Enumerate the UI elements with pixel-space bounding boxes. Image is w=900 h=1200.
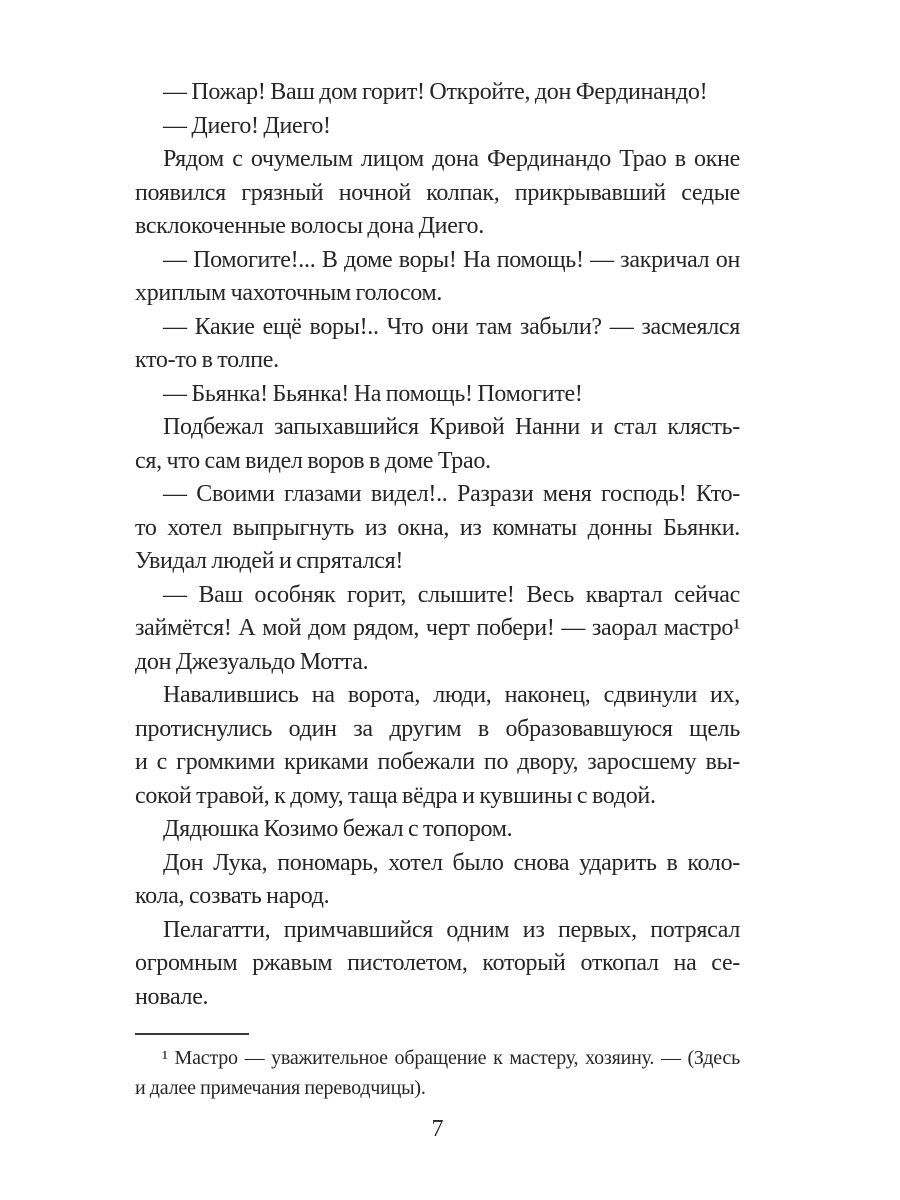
text-line: огромным ржавым пистолетом, который откопал на се-	[135, 950, 740, 976]
footnote-divider	[135, 1033, 249, 1035]
text-line: Дон Лука, пономарь, хотел было снова ударить в коло-	[163, 849, 740, 876]
text-line: Навалившись на ворота, люди, наконец, сдвинули их,	[163, 682, 740, 708]
text-line: Пелагатти, примчавшийся одним из первых, потрясал	[163, 916, 740, 943]
text-line: Подбежал запыхавшийся Кривой Нанни и стал клясть-	[163, 414, 740, 440]
text-line: — Помогите!... В доме воры! На помощь! — закричал он	[163, 246, 740, 273]
text-line: то хотел выпрыгнуть из окна, из комнаты донны Бьянки.	[135, 514, 740, 541]
text-line: кола, созвать народ.	[135, 883, 330, 909]
text-line: займётся! А мой дом рядом, черт побери! — заорал мастро¹	[135, 615, 740, 641]
text-line: — Диего! Диего!	[163, 112, 331, 139]
text-line: протиснулись один за другим в образовавшуюся щель	[135, 715, 740, 742]
text-line: — Бьянка! Бьянка! На помощь! Помогите!	[163, 380, 583, 407]
text-line: всклокоченные волосы дона Диего.	[135, 213, 484, 239]
text-line: Дядюшка Козимо бежал с топором.	[163, 816, 513, 842]
text-line: Увидал людей и спрятался!	[135, 548, 404, 574]
text-line: хриплым чахоточным голосом.	[135, 280, 443, 306]
text-line: — Ваш особняк горит, слышите! Весь квартал сейчас	[163, 581, 740, 608]
text-line: кто-то в толпе.	[135, 347, 279, 373]
text-line: ся, что сам видел воров в доме Трао.	[135, 447, 491, 474]
text-line: — Своими глазами видел!.. Разрази меня господь! Кто-	[163, 481, 740, 507]
text-line: и с громкими криками побежали по двору, заросшему вы-	[135, 749, 740, 775]
text-line: дон Джезуальдо Мотта.	[135, 648, 369, 675]
footnote-line: и далее примечания переводчицы).	[135, 1077, 426, 1099]
text-line: появился грязный ночной колпак, прикрывавший седые	[135, 179, 740, 206]
text-line: новале.	[135, 983, 209, 1010]
page-number: 7	[431, 1116, 444, 1142]
text-line: — Какие ещё воры!.. Что они там забыли? — засмеялся	[163, 313, 740, 340]
footnote	[135, 1043, 740, 1103]
footnote-line: ¹ Мастро — уважительное обращение к мастеру, хозяину. — (Здесь	[162, 1047, 740, 1069]
text-line: — Пожар! Ваш дом горит! Откройте, дон Фердинандо!	[163, 79, 708, 105]
page-text	[135, 76, 740, 1014]
text-line: Рядом с очумелым лицом дона Фердинандо Трао в окне	[163, 146, 740, 172]
text-line: сокой травой, к дому, таща вёдра и кувшины с водой.	[135, 782, 656, 809]
